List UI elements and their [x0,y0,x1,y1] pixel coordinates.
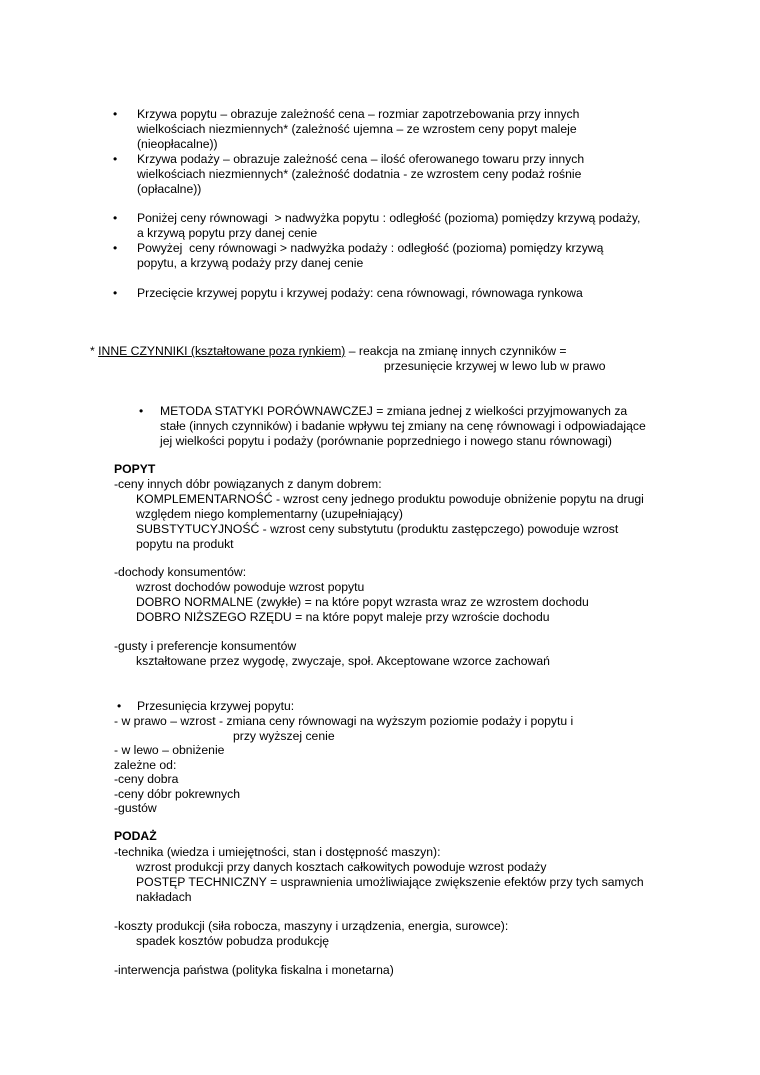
bullet-icon: • [113,152,118,166]
text-line: KOMPLEMENTARNOŚĆ - wzrost ceny jednego produktu powoduje obniżenie popytu na drugi [136,492,644,506]
text-line: -ceny dobra [114,772,179,786]
text-line: nakładach [136,890,192,904]
text-line: spadek kosztów pobudza produkcję [136,934,330,948]
inne-czynniki-line [90,344,567,359]
bullet-icon: • [113,211,118,225]
text-line: -gusty i preferencje konsumentów [114,639,297,653]
text-line: a krzywą popytu przy danej cenie [137,226,318,240]
bullet-icon: • [113,241,118,255]
text-line: przy wyższej cenie [233,729,335,743]
text-line: -ceny innych dóbr powiązanych z danym dobrem: [114,477,382,491]
przesuniecia-title: Przesunięcia krzywej popytu: [137,699,295,713]
popyt-heading: POPYT [114,462,156,476]
text-line: DOBRO NIŻSZEGO RZĘDU = na które popyt maleje przy wzroście dochodu [136,610,550,624]
text-line: stałe (innych czynników) i badanie wpływu tej zmiany na cenę równowagi i odpowiadające [160,419,646,433]
text-line: popytu, a krzywą podaży przy danej cenie [137,256,364,270]
text-line: POSTĘP TECHNICZNY = usprawnienia umożliwiające zwiększenie efektów przy tych samych [136,875,644,889]
text-line: Poniżej ceny równowagi > nadwyżka popytu : odległość (pozioma) pomiędzy krzywą podaży, [137,211,641,225]
text-line: względem niego komplementarny (uzupełniający) [136,507,403,521]
text-line: SUBSTYTUCYJNOŚĆ - wzrost ceny substytutu (produktu zastępczego) powoduje wzrost [136,522,619,536]
bullet-icon: • [117,699,122,713]
text-line: jej wielkości popytu i podaży (porównanie poprzedniego i nowego stanu równowagi) [160,434,612,448]
text-line: METODA STATYKI PORÓWNAWCZEJ = zmiana jednej z wielkości przyjmowanych za [160,404,628,418]
inne-czynniki-text: – reakcja na zmianę innych czynników = [345,344,567,358]
text-line: Krzywa popytu – obrazuje zależność cena – rozmiar zapotrzebowania przy innych [137,107,580,121]
text-line: przesunięcie krzywej w lewo lub w prawo [384,359,606,373]
text-line: -technika (wiedza i umiejętności, stan i dostępność maszyn): [114,845,441,859]
podaz-heading: PODAŻ [114,829,157,843]
text-line: -gustów [114,801,157,815]
text-line: zależne od: [114,758,177,772]
text-line: popytu na produkt [136,537,234,551]
asterisk-prefix: * [90,344,99,358]
text-line: wzrost dochodów powoduje wzrost popytu [136,580,365,594]
text-line: (nieopłacalne)) [137,137,218,151]
bullet-icon: • [113,107,118,121]
text-line: Krzywa podaży – obrazuje zależność cena – ilość oferowanego towaru przy innych [137,152,585,166]
text-line: - w lewo – obniżenie [114,743,225,757]
text-line: -dochody konsumentów: [114,565,247,579]
text-line: - w prawo – wzrost - zmiana ceny równowagi na wyższym poziomie podaży i popytu i [114,714,574,728]
text-line: -koszty produkcji (siła robocza, maszyny i urządzenia, energia, surowce): [114,919,509,933]
bullet-icon: • [113,286,118,300]
text-line: -interwencja państwa (polityka fiskalna i monetarna) [114,963,394,977]
text-line: wzrost produkcji przy danych kosztach całkowitych powoduje wzrost podaży [136,860,547,874]
text-line: -ceny dóbr pokrewnych [114,787,240,801]
text-line: wielkościach niezmiennych* (zależność ujemna – ze wzrostem ceny popyt maleje [137,122,577,136]
text-line: kształtowane przez wygodę, zwyczaje, społ. Akceptowane wzorce zachowań [136,654,550,668]
text-line: (opłacalne)) [137,182,202,196]
text-line: Przecięcie krzywej popytu i krzywej podaży: cena równowagi, równowaga rynkowa [137,286,583,300]
text-line: DOBRO NORMALNE (zwykłe) = na które popyt wzrasta wraz ze wzrostem dochodu [136,595,589,609]
inne-czynniki-heading: INNE CZYNNIKI (kształtowane poza rynkiem) [98,344,346,358]
text-line: wielkościach niezmiennych* (zależność dodatnia - ze wzrostem ceny podaż rośnie [137,167,582,181]
bullet-icon: • [139,404,144,418]
text-line: Powyżej ceny równowagi > nadwyżka podaży : odległość (pozioma) pomiędzy krzywą [137,241,604,255]
